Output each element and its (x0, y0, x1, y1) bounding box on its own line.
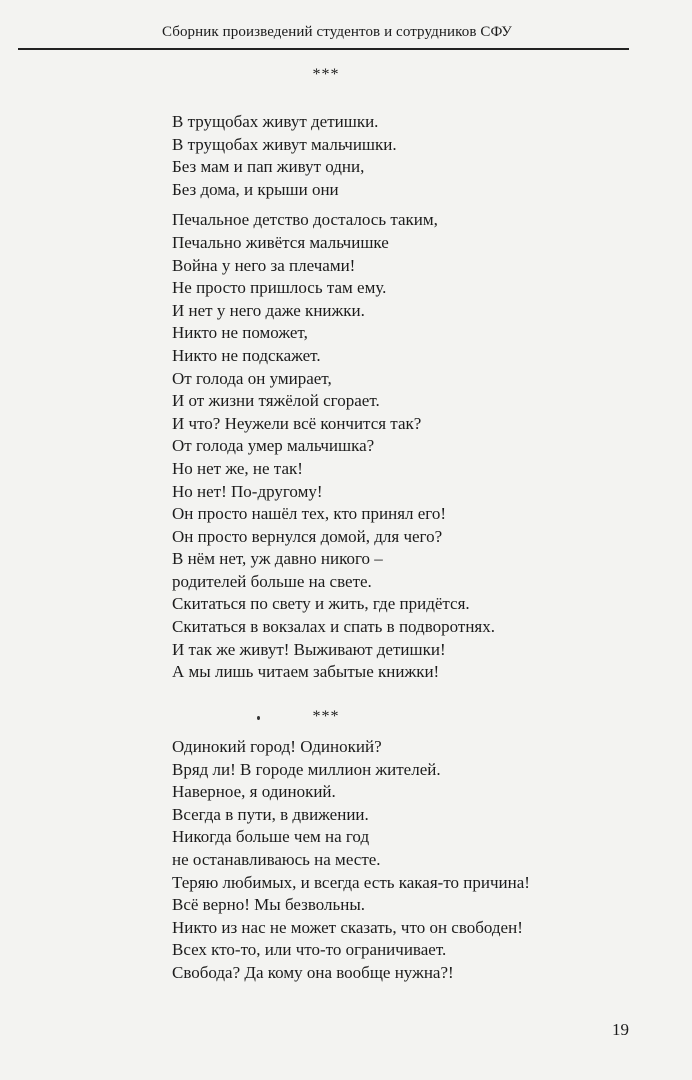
poem-line: Без дома, и крыши они (172, 179, 339, 199)
poem-line: Война у него за плечами! (172, 255, 356, 275)
poem-line: Печально живётся мальчишке (172, 232, 389, 252)
poem-slums (172, 111, 495, 684)
poem-line: Не просто пришлось там ему. (172, 278, 387, 298)
poem-line: Никогда больше чем на год (172, 827, 370, 847)
poem-line: родителей больше на свете. (172, 571, 372, 591)
poem-line: Никто из нас не может сказать, что он свободен! (172, 917, 523, 937)
poem-line: Всех кто-то, или что-то ограничивает. (172, 940, 447, 960)
running-header: Сборник произведений студентов и сотрудников СФУ (161, 24, 512, 40)
poem-line: Всегда в пути, в движении. (172, 804, 369, 824)
poem-line: Теряю любимых, и всегда есть какая-то причина! (172, 872, 530, 892)
poem-line: А мы лишь читаем забытые книжки! (172, 662, 440, 682)
poem-line: Наверное, я одинокий. (172, 782, 336, 802)
poem-separator: *** (312, 708, 340, 725)
poem-line: Он просто нашёл тех, кто принял его! (172, 504, 447, 524)
poem-line: Никто не поможет, (172, 323, 308, 343)
poem-line: Свобода? Да кому она вообще нужна?! (172, 962, 454, 982)
poem-line: В трущобах живут детишки. (172, 112, 379, 131)
poem-line: Но нет же, не так! (172, 458, 303, 478)
stanza-gap (172, 201, 495, 209)
poem-separator: *** (312, 66, 340, 83)
poem-line: И так же живут! Выживают детишки! (172, 639, 446, 659)
poem-line: Никто не подскажет. (172, 345, 321, 365)
poem-line: От голода умер мальчишка? (172, 436, 375, 456)
poem-line: Скитаться в вокзалах и спать в подворотнях. (172, 617, 495, 637)
poem-line: И что? Неужели всё кончится так? (172, 413, 422, 433)
poem-line: И нет у него даже книжки. (172, 300, 365, 320)
poem-line: От голода он умирает, (172, 368, 332, 388)
poem-line: И от жизни тяжёлой сгорает. (172, 391, 380, 411)
poem-line: В трущобах живут мальчишки. (172, 134, 397, 154)
poem-line: Печальное детство досталось таким, (172, 210, 438, 230)
poem-line: Скитаться по свету и жить, где придётся. (172, 594, 470, 614)
poem-line: Одинокий город! Одинокий? (172, 737, 382, 756)
poem-lonely-city (172, 736, 530, 985)
header-divider (18, 48, 629, 50)
poem-line: Но нет! По-другому! (172, 481, 323, 501)
page-number: 19 (612, 1020, 629, 1039)
poem-line: Вряд ли! В городе миллион жителей. (172, 759, 441, 779)
poem-line: В нём нет, уж давно никого – (172, 549, 383, 569)
poem-line: Без мам и пап живут одни, (172, 157, 365, 177)
poem-line: Всё верно! Мы безвольны. (172, 895, 366, 915)
poem-line: Он просто вернулся домой, для чего? (172, 526, 443, 546)
poem-line: не останавливаюсь на месте. (172, 849, 381, 869)
